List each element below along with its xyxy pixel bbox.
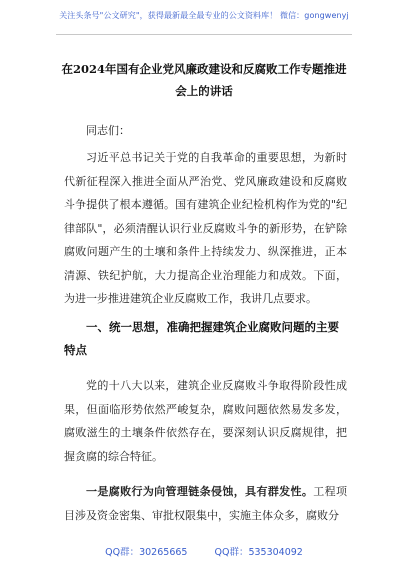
greeting: 同志们： bbox=[86, 124, 130, 137]
footer-qq-group-2: QQ群：535304092 bbox=[214, 547, 303, 558]
paragraph-section1: 党的十八大以来，建筑企业反腐败斗争取得阶段性成果，但面临形势依然严峻复杂，腐败问题依然易发多发，腐败滋生的土壤条件依然存在，要深刻认识反腐规律，把握贪腐的综合特征。 bbox=[64, 379, 347, 463]
point1-lead: 一是腐败行为向管理链条侵蚀，具有群发性。 bbox=[86, 485, 314, 498]
footer-contact bbox=[0, 544, 408, 558]
paragraph-intro: 习近平总书记关于党的自我革命的重要思想，为新时代新征程深入推进全面从严治党、党风廉政建设和反腐败斗争提供了根本遵循。国有建筑企业纪检机构作为党的"纪律部队"，必须清醒认识行业反腐败斗争的新形势，在铲除腐败问题产生的土壤和条件上持续发力、纵深推进，正本清源、铁纪护航，大力提高企业治理能力和成效。下面，为进一步推进建筑企业反腐败工作，我讲几点要求。 bbox=[64, 151, 347, 305]
document-title: 在2024年国有企业党风廉政建设和反腐败工作专题推进会上的讲话 bbox=[61, 62, 347, 98]
footer-qq-group-1: QQ群：30265665 bbox=[105, 547, 188, 558]
section-heading-1: 一、统一思想，准确把握建筑企业腐败问题的主要特点 bbox=[64, 320, 339, 357]
header-banner: 关注头条号"公文研究"，获得最新最全最专业的公文资料库！ 微信：gongwenyj bbox=[59, 11, 349, 20]
header-divider bbox=[56, 34, 352, 35]
paragraph-point1 bbox=[64, 480, 347, 527]
point1-body: 工程项目涉及资金密集、审批权限集中，实施主体众多，腐败分 bbox=[64, 485, 348, 522]
